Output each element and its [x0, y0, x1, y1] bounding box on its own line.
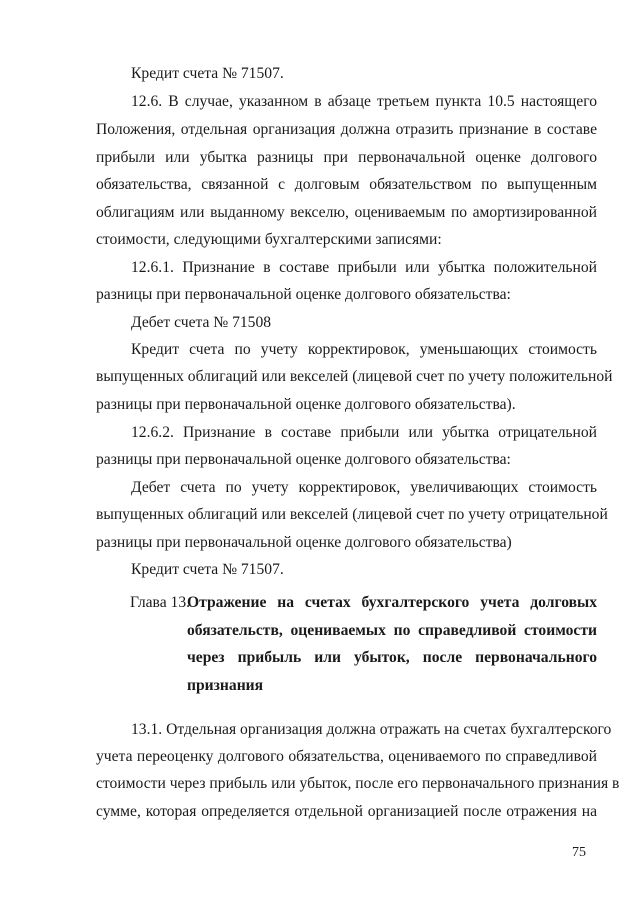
text-line: 12.6.2. Признание в составе прибыли или убытка отрицательной: [131, 424, 597, 441]
text-line: Положения, отдельная организация должна отразить признание в составе: [96, 121, 597, 138]
text-line: разницы при первоначальной оценке долгового обязательства:: [96, 286, 511, 303]
text-line: обязательства, связанной с долговым обязательством по выпущенным: [96, 176, 597, 193]
text-line: учета переоценку долгового обязательства, оцениваемого по справедливой: [96, 748, 597, 765]
chapter-title-line: признания: [187, 677, 264, 694]
text-line: Кредит счета № 71507.: [131, 561, 284, 578]
page-number: 75: [572, 845, 586, 860]
chapter-title-line: обязательств, оцениваемых по справедливой стоимости: [187, 622, 597, 639]
text-line: Дебет счета по учету корректировок, увеличивающих стоимость: [131, 479, 597, 496]
chapter-label: Глава 13.: [130, 594, 191, 611]
text-line: стоимости через прибыль или убыток, после его первоначального признания в: [96, 775, 620, 792]
text-line: 12.6.1. Признание в составе прибыли или убытка положительной: [131, 259, 597, 276]
text-line: прибыли или убытка разницы при первоначальной оценке долгового: [96, 149, 597, 166]
text-line: разницы при первоначальной оценке долгового обязательства:: [96, 451, 511, 468]
text-line: Кредит счета по учету корректировок, уменьшающих стоимость: [131, 341, 597, 358]
text-line: выпущенных облигаций или векселей (лицевой счет по учету положительной: [96, 368, 613, 385]
text-line: 13.1. Отдельная организация должна отражать на счетах бухгалтерского: [131, 721, 612, 738]
text-line: стоимости, следующими бухгалтерскими записями:: [96, 231, 442, 248]
chapter-title-line: Отражение на счетах бухгалтерского учета долговых: [187, 594, 597, 611]
text-line: выпущенных облигаций или векселей (лицевой счет по учету отрицательной: [96, 506, 608, 523]
text-line: 12.6. В случае, указанном в абзаце третьем пункта 10.5 настоящего: [131, 93, 597, 110]
text-line: разницы при первоначальной оценке долгового обязательства).: [96, 396, 516, 413]
text-line: Кредит счета № 71507.: [131, 65, 284, 82]
text-line: Дебет счета № 71508: [131, 314, 272, 331]
text-line: сумме, которая определяется отдельной организацией после отражения на: [96, 803, 597, 820]
text-line: облигациям или выданному векселю, оцениваемым по амортизированной: [96, 204, 597, 221]
chapter-title-line: через прибыль или убыток, после первоначального: [187, 649, 597, 666]
text-line: разницы при первоначальной оценке долгового обязательства): [96, 534, 512, 551]
